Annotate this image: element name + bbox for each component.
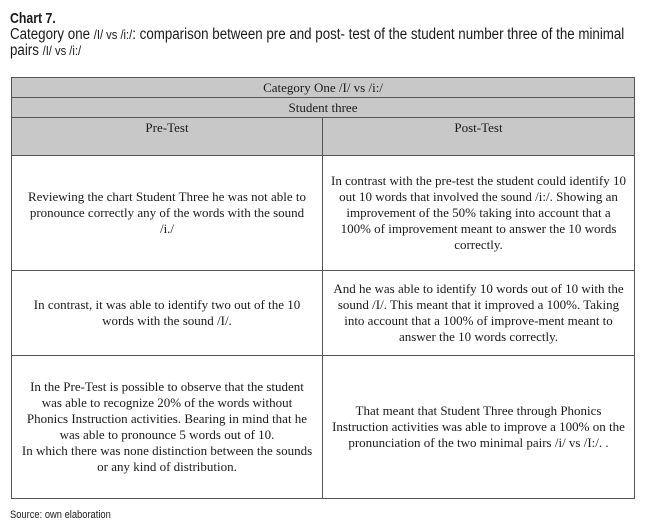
column-header-pre-test: Pre-Test — [12, 118, 323, 156]
pre-test-cell: In the Pre-Test is possible to observe that the student was able to recognize 20% of the words without Phonics Instruction activities. Bearing in mind that he was able to pronounce 5 words out of 10. In which there was none distinction between the sounds or any kind of distribution. — [12, 356, 323, 499]
table-row — [12, 156, 635, 271]
chart-caption — [10, 27, 642, 59]
source-note: Source: own elaboration — [10, 509, 111, 521]
table-subtitle-row — [12, 98, 635, 118]
caption-symbol-1: /I/ vs /i:/ — [93, 27, 133, 42]
column-header-post-test: Post-Test — [323, 118, 635, 156]
pre-test-cell: Reviewing the chart Student Three he was not able to pronounce correctly any of the words with the sound /i./ — [12, 156, 323, 271]
table-row — [12, 356, 635, 499]
table-subtitle: Student three — [12, 98, 635, 118]
column-header-row — [12, 118, 635, 156]
document-heading — [10, 10, 640, 59]
table-title-row — [12, 78, 635, 98]
table-row — [12, 271, 635, 356]
chart-label: Chart 7. — [10, 10, 56, 27]
comparison-table — [11, 77, 635, 499]
post-test-cell: In contrast with the pre-test the student could identify 10 out 10 words that involved the sound /i:/. Showing an improvement of the 50% taking into account that a 100% of improvement meant to answer the 10 words correctly. — [323, 156, 635, 271]
caption-symbol-2: /I/ vs /i:/ — [42, 43, 82, 58]
caption-text-2: : comparison between pre and post- test of the student number three of the minimal pairs — [10, 26, 625, 59]
post-test-cell: And he was able to identify 10 words out of 10 with the sound /I/. This meant that it improved a 100%. Taking into account that a 100% of improve-ment meant to answer the 10 words correctly. — [323, 271, 635, 356]
table-title: Category One /I/ vs /i:/ — [12, 78, 635, 98]
pre-test-cell: In contrast, it was able to identify two out of the 10 words with the sound /I/. — [12, 271, 323, 356]
caption-text-1: Category one — [10, 26, 94, 43]
post-test-cell: That meant that Student Three through Phonics Instruction activities was able to improve a 100% on the pronunciation of the two minimal pairs /i/ vs /I:/. . — [323, 356, 635, 499]
